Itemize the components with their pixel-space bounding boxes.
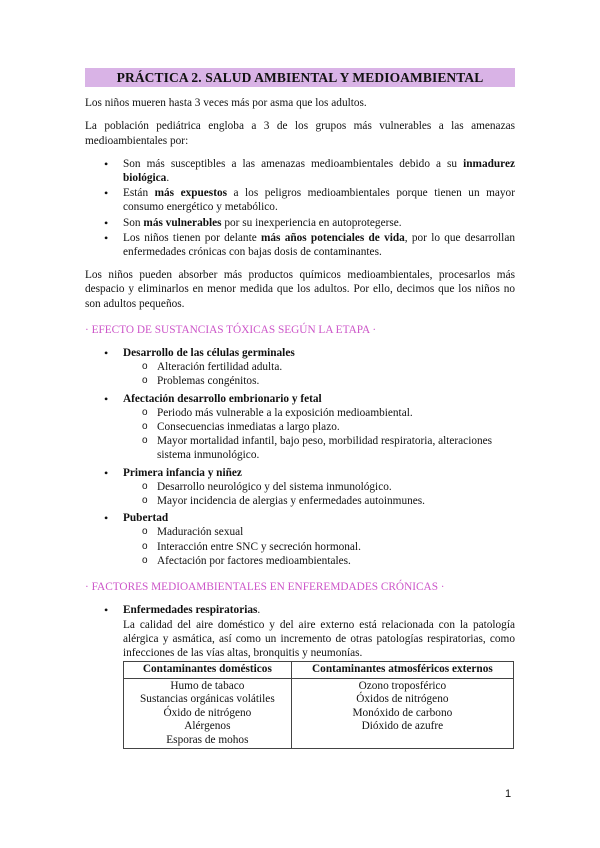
table-row — [124, 678, 514, 693]
table-cell: Esporas de mohos — [124, 734, 292, 748]
table-header-row — [124, 662, 514, 679]
table-cell: Sustancias orgánicas volátiles — [124, 693, 292, 707]
sub-item: o Afectación por factores medioambientales. — [123, 554, 515, 568]
respiratory-description: La calidad del aire doméstico y del aire externo está relacionada con la patología alérgica y asmática, así como un incremento de otras patologías respiratorias, como infecciones de las vías altas, bronquitis y neumonías. — [123, 618, 515, 659]
vulnerability-list — [85, 157, 515, 259]
sub-item: o Periodo más vulnerable a la exposición medioambiental. — [123, 406, 515, 420]
pollutants-table — [123, 661, 514, 749]
stage-item — [85, 466, 515, 509]
table-cell: Humo de tabaco — [124, 678, 292, 693]
intro-paragraph-1: Los niños mueren hasta 3 veces más por asma que los adultos. — [85, 97, 367, 110]
stage-heading: • Primera infancia y niñez — [123, 466, 242, 479]
section-heading-chronic-factors: · FACTORES MEDIOAMBIENTALES EN ENFEREMDADES CRÓNICAS · — [85, 581, 445, 594]
table-cell: Óxidos de nitrógeno — [291, 693, 513, 707]
table-row — [124, 707, 514, 721]
chronic-factor-list — [85, 603, 515, 748]
list-item: • Están más expuestos a los peligros medioambientales porque tienen un mayor consumo energético y metabólico. — [85, 186, 515, 214]
stage-heading: • Afectación desarrollo embrionario y fetal — [123, 392, 322, 405]
table-cell: Alérgenos — [124, 720, 292, 734]
page-title: PRÁCTICA 2. SALUD AMBIENTAL Y MEDIOAMBIENTAL — [85, 68, 515, 87]
table-cell: Óxido de nitrógeno — [124, 707, 292, 721]
table-cell: Ozono troposférico — [291, 678, 513, 693]
list-item: • Son más susceptibles a las amenazas medioambientales debido a su inmadurez biológica. — [85, 157, 515, 185]
section-heading-toxic-effects: · EFECTO DE SUSTANCIAS TÓXICAS SEGÚN LA ETAPA · — [85, 323, 377, 336]
column-header: Contaminantes atmosféricos externos — [291, 662, 513, 679]
stage-heading: • Desarrollo de las células germinales — [123, 347, 295, 360]
column-header: Contaminantes domésticos — [124, 662, 292, 679]
respiratory-heading: Enfermedades respiratorias — [123, 604, 258, 617]
stage-list — [85, 346, 515, 568]
table-cell: Dióxido de azufre — [291, 720, 513, 734]
table-cell: Monóxido de carbono — [291, 707, 513, 721]
table-cell — [291, 734, 513, 748]
sub-item: o Mayor incidencia de alergias y enfermedades autoinmunes. — [123, 494, 515, 508]
sub-item: o Consecuencias inmediatas a largo plazo. — [123, 420, 515, 434]
intro-paragraph-3: Los niños pueden absorber más productos químicos medioambientales, procesarlos más despacio y eliminarlos en menor medida que los adultos. Por ello, decimos que los niños no son adultos pequeños. — [85, 269, 515, 310]
sub-item: o Maduración sexual — [123, 525, 515, 539]
table-row — [124, 693, 514, 707]
table-row — [124, 734, 514, 748]
stage-heading: • Pubertad — [123, 512, 169, 525]
sub-item: o Mayor mortalidad infantil, bajo peso, morbilidad respiratoria, alteraciones sistema inmunológico. — [123, 434, 515, 462]
intro-paragraph-2: La población pediátrica engloba a 3 de los grupos más vulnerables a las amenazas medioambientales por: — [85, 120, 515, 147]
respiratory-item: • Enfermedades respiratorias. La calidad del aire doméstico y del aire externo está relacionada con la patología alérgica y asmática, así como un incremento de otras patologías respiratorias, como infecciones de las vías altas, bronquitis y neumonías. Contaminantes domésticos Contaminantes atmosféricos externos Humo de tabaco Ozono troposférico Sustancias orgánicas volátiles Óxidos de nitrógeno Óxido de nitrógeno Monóxido de carbono Alérgenos Dióxido de azufre Esporas de mohos — [85, 603, 515, 748]
page-number: 1 — [505, 788, 512, 800]
document-page — [85, 68, 515, 752]
sub-item: o Alteración fertilidad adulta. — [123, 360, 515, 374]
stage-item — [85, 511, 515, 568]
stage-item — [85, 346, 515, 389]
list-item: • Son más vulnerables por su inexperiencia en autoprotegerse. — [85, 216, 515, 230]
list-item: • Los niños tienen por delante más años potenciales de vida, por lo que desarrollan enfermedades crónicas con bajas dosis de contaminantes. — [85, 231, 515, 259]
stage-item — [85, 392, 515, 463]
sub-item: o Desarrollo neurológico y del sistema inmunológico. — [123, 480, 515, 494]
sub-item: o Interacción entre SNC y secreción hormonal. — [123, 540, 515, 554]
sub-item: o Problemas congénitos. — [123, 374, 515, 388]
table-row — [124, 720, 514, 734]
